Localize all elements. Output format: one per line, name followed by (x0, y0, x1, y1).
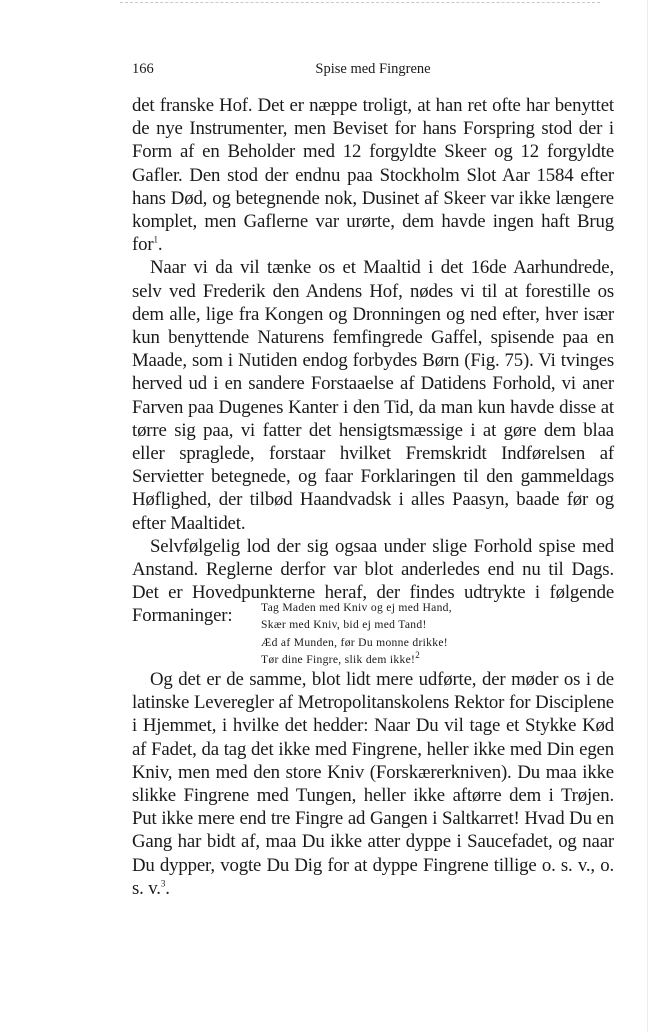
page-header (132, 61, 614, 81)
paragraph: Selvfølgelig lod der sig ogsaa under slige Forhold spise med Anstand. Reglerne derfor var blot anderledes end nu til Dags. Det er Hovedpunkterne heraf, der findes udtrykte i følgende Formaninger: (132, 535, 614, 627)
running-title: Spise med Fingrene (315, 61, 431, 77)
footnote-ref: 1 (153, 234, 158, 245)
verse-line: Æd af Munden, før Du monne drikke! (261, 635, 448, 649)
paragraph: Naar vi da vil tænke os et Maaltid i det 16de Aarhundrede, selv ved Frederik den Andens Hof, nødes vi til at forestille os dem alle, lige fra Kongen og Dronningen og ned efter, hver især kun benyttende Naturens femfingrede Gaffel, spisende paa en Maade, som i Nutiden endog forbydes Børn (Fig. 75). Vi tvinges herved ud i en sandere Forstaaelse af Datidens Forhold, vi aner Farven paa Dugenes Kanter i den Tid, da man kun havde disse at tørre sig paa, vi fatter det hensigtsmæssige i at gøre dem blaa eller spraglede, forstaar hvilket Fremskridt Indførelsen af Servietter betegnede, og faar Forklaringen til den gammeldags Høflighed, der tilbød Haandvadsk i alles Paasyn, baade før og efter Maaltidet. (132, 257, 614, 534)
verse-line: Tag Maden med Kniv og ej med Hand, (261, 601, 452, 614)
page-edge-shadow (647, 0, 648, 1032)
verse-quote (261, 599, 561, 668)
verse-line: Tør dine Fingre, slik dem ikke!$^2$ (261, 650, 421, 666)
paragraph: Og det er de samme, blot lidt mere udførte, der møder os i de latinske Leveregler af Metropolitanskolens Rektor for Disciplene i Hjemmet, i hvilke det hedder: Naar Du vil tage et Stykke Kød af Fadet, da tag det ikke med Fingrene, heller ikke med Din egen Kniv, men med den store Kniv (Forskærerkniven). Du maa ikke slikke Fingrene med Tungen, heller ikke aftørre dem i Trøjen. Put ikke mere end tre Fingre ad Gangen i Saltkarret! Hvad Du en Gang har bidt af, maa Du ikke atter dyppe i Saucefadet, og naar Du dypper, vogte Du Dig for at dyppe Fingrene tillige o. s. v., o. s. v.$^3$. (132, 669, 614, 899)
footnote-ref: 3 (160, 878, 166, 889)
page-number: 166 (132, 61, 154, 77)
text-block-1 (132, 94, 614, 628)
text-block-2 (132, 668, 614, 900)
top-edge-rule (120, 2, 600, 3)
verse-line: Skær med Kniv, bid ej med Tand! (261, 618, 427, 632)
paragraph: det franske Hof. Det er næppe troligt, at han ret ofte har benyttet de nye Instrumenter, men Beviset for hans Forspring stod der i Form af en Beholder med 12 forgyldte Skeer og 12 forgyldte Gafler. Den stod der endnu paa Stockholm Slot Aar 1584 efter hans Død, og betegnende nok, Dusinet af Skeer var ikke længere komplet, men Gaflerne var urørte, dem havde ingen haft Brug for$^1$. (132, 95, 614, 256)
footnote-ref: 2 (415, 650, 421, 661)
